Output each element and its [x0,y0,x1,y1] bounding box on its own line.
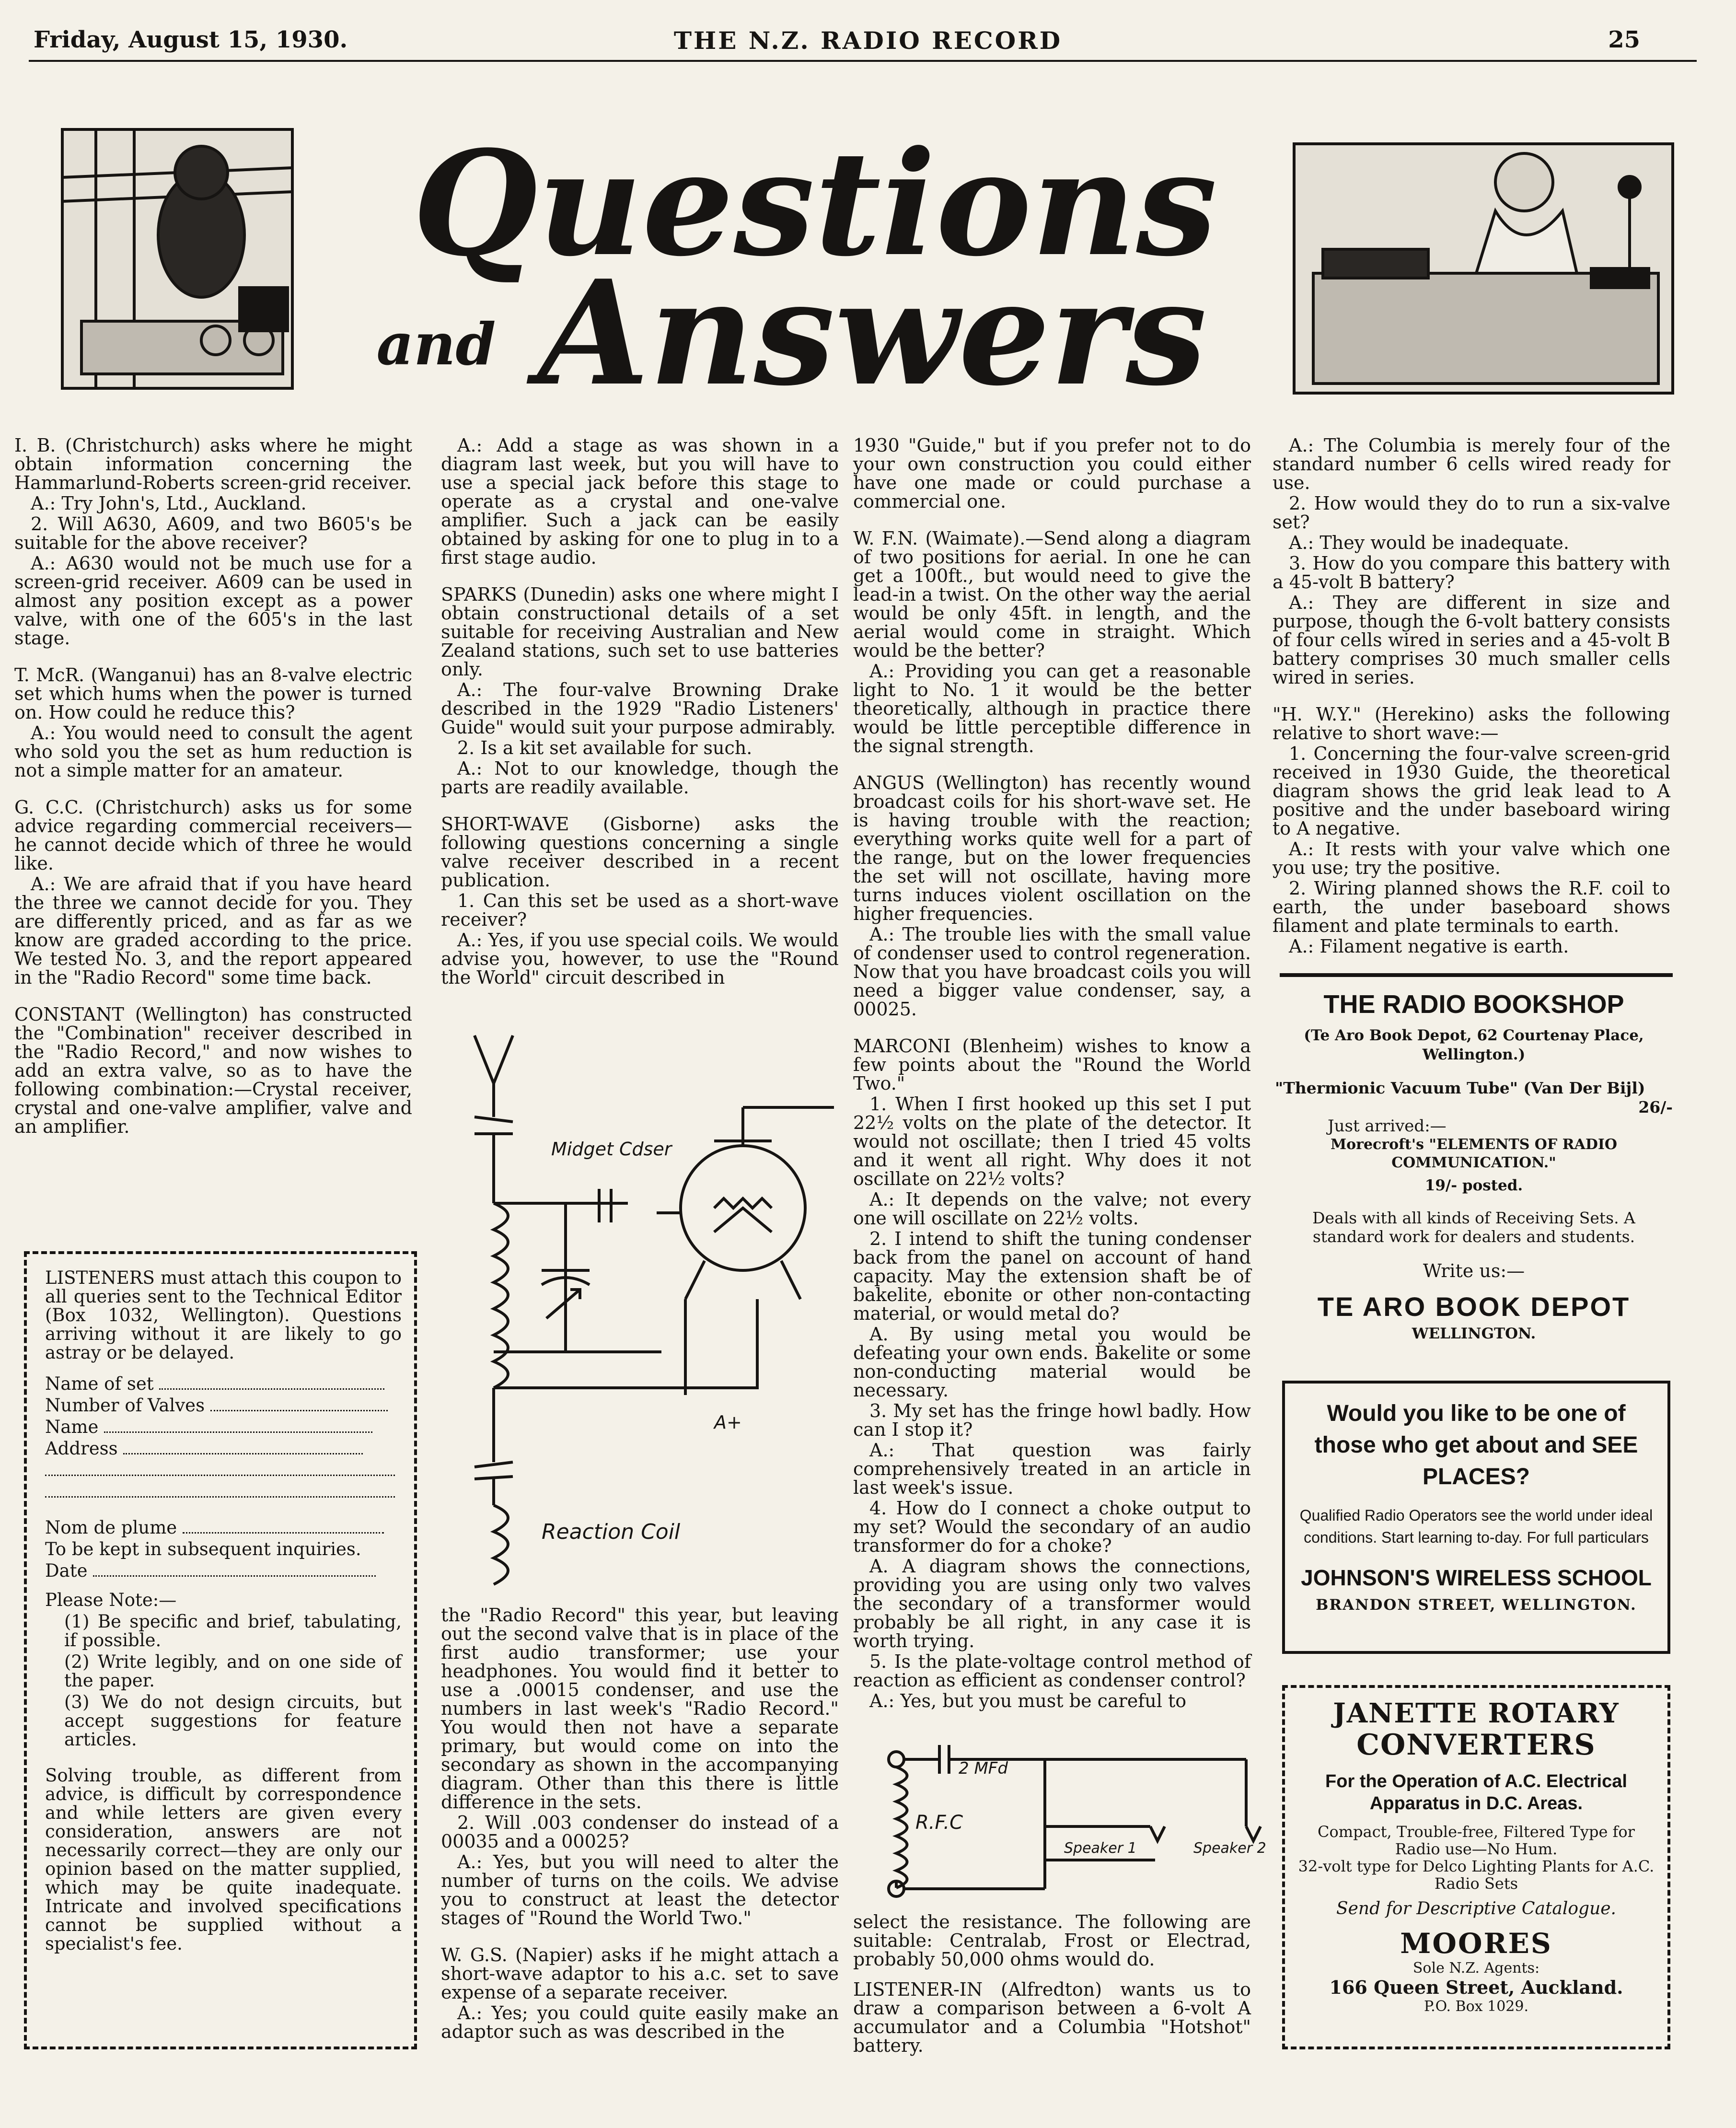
diagram-label-midget-condenser: Midget Cdser [551,1139,672,1160]
question-text: 1. Concerning the four-valve screen-grid received in 1930 Guide, the theoretical diagram shows the grid leak lead to A positive and the under baseboard wiring to A negative. [1273,743,1670,839]
question-text: 5. Is the plate-voltage control method of reaction as efficient as condenser control? [853,1651,1251,1691]
query-angus-wellington: ANGUS (Wellington) has recently wound broadcast coils for his short-wave set. He is having trouble with the reaction; everything works quite well for a part of the range, but on the lower frequencies the set will not oscillate, having more turns induces violent oscillation on the higher frequencies. [853,772,1251,924]
column-4 [1273,436,1670,958]
bookshop-address: (Te Aro Book Depot, 62 Courtenay Place, Wellington.) [1304,1027,1644,1063]
diagram-label-a-plus: A+ [714,1412,742,1433]
answer-text: A.: The four-valve Browning Drake described in the 1929 "Radio Listeners' Guide" would suit your purpose admirably. [441,679,839,738]
coupon-note-3: (3) We do not design circuits, but accept suggestions for feature articles. [64,1692,402,1750]
query-wfn-waimate: W. F.N. (Waimate).—Send along a diagram of two positions for aerial. In one he can get a 100ft., but would need to give the lead-in a twist. On the other way the aerial would be only 45ft. in length, and the aerial would come in straight. Which would be the better? [853,528,1251,661]
coupon-address-line [45,1482,402,1501]
query-listener-in-alfredton: LISTENER-IN (Alfredton) wants us to draw a comparison between a 6-volt A accumulator and a Columbia "Hotshot" battery. [853,1979,1251,2056]
just-arrived: Just arrived:— [1328,1116,1447,1136]
coupon-please-note: Please Note:— [45,1590,177,1610]
answer-text: A.: Yes, but you will need to alter the number of turns on the coils. We advise you to construct at least the detector stages of "Round the World Two." [441,1851,839,1929]
answer-text: A.: Providing you can get a reasonable light to No. 1 it would be the better theoretically, although in practice there would be little perceptible difference in the signal strength. [853,661,1251,756]
question-text: 2. I intend to shift the tuning condenser back from the panel on account of hand capacity. May the extension shaft be of bakelite, ebonite or other non-contacting material, or would metal do? [853,1228,1251,1324]
diagram-label-reaction-coil: Reaction Coil [542,1520,681,1544]
answer-text: A.: Yes, but you must be careful to [869,1690,1187,1711]
answer-text: A.: You would need to consult the agent who sold you the set as hum reduction is not a simple matter for an amateur. [14,722,412,781]
answer-text: select the resistance. The following are suitable: Centralab, Frost or Electrad, probably 50,000 ohms would do. [853,1911,1251,1970]
book-price-2: 19/- posted. [1424,1177,1523,1194]
book-thermionic-vacuum-tube: "Thermionic Vacuum Tube" (Van Der Bijl) [1275,1079,1645,1097]
header-page-number: 25 [1608,26,1640,53]
query-wgs-napier: W. G.S. (Napier) asks if he might attach a short-wave adaptor to his a.c. set to save expense of a separate receiver. [441,1944,839,2003]
column-2 [441,436,839,989]
moores-name: MOORES [1400,1927,1552,1960]
coupon-address-line [45,1461,402,1479]
answer-text: A.: Filament negative is earth. [1289,936,1569,957]
depot-city: WELLINGTON. [1412,1325,1536,1342]
moores-agents: Sole N.Z. Agents: [1412,1960,1540,1977]
bookshop-title: THE RADIO BOOKSHOP [1323,990,1624,1019]
question-text: 2. Will A630, A609, and two B605's be suitable for the above receiver? [14,513,412,553]
answer-text: A.: It rests with your valve which one you use; try the positive. [1273,838,1670,878]
answer-text: A.: It depends on the valve; not every one will oscillate on 22½ volts. [853,1189,1251,1229]
question-text: 2. Wiring planned shows the R.F. coil to earth, the under baseboard shows filament and plate terminals to earth. [1273,878,1670,936]
diagram-label-speaker-1: Speaker 1 [1064,1840,1137,1857]
query-short-wave-gisborne: SHORT-WAVE (Gisborne) asks the following questions concerning a single valve receiver described in a recent publication. [441,814,839,891]
moores-address: 166 Queen Street, Auckland. [1329,1977,1623,1998]
header-rule [29,60,1697,62]
bookshop-deals: Deals with all kinds of Receiving Sets. A standard work for dealers and students. [1312,1209,1635,1246]
coupon-disclaimer: Solving trouble, as different from advice, is difficult by correspondence and while letters are given every consideration, answers are not necessarily correct—they are only our opinion based on the matter supplied, which may be quite inadequate. Intricate and involved specifications cannot be supplied without a specialist's fee. [45,1765,402,1954]
banner-word-and: and [376,311,496,378]
right-illustration [1294,144,1673,393]
school-address: BRANDON STREET, WELLINGTON. [1316,1596,1637,1614]
column-1 [14,436,412,1138]
answer-text: A.: The Columbia is merely four of the standard number 6 cells wired ready for use. [1273,435,1670,493]
te-aro-book-depot: TE ARO BOOK DEPOT [1317,1291,1631,1322]
janette-send-catalogue: Send for Descriptive Catalogue. [1336,1899,1617,1919]
answer-text: A.: Yes; you could quite easily make an adaptor such as was described in the [441,2002,839,2042]
answer-text: A.: The trouble lies with the small value of condenser used to control regeneration. Now that you have broadcast coils you will need a bigger value condenser, say, a 00025. [853,924,1251,1020]
answer-text: A.: They would be inadequate. [1289,532,1569,553]
question-text: 1. Can this set be used as a short-wave receiver? [441,890,839,930]
column-3-continued [853,1913,1251,2057]
column-4-rule [1280,973,1673,977]
answer-text: A.: We are afraid that if you have heard the three we cannot decide for you. They are differently priced, and as far as we know are graded according to the price. We tested No. 3, and the report appeared in the "Radio Record" some time back. [14,873,412,988]
diagram-label-speaker-2: Speaker 2 [1193,1840,1266,1857]
query-marconi-blenheim: MARCONI (Blenheim) wishes to know a few points about the "Round the World Two." [853,1035,1251,1094]
diagram-label-rfc: R.F.C [915,1812,963,1834]
coupon-field-nom-de-plume: Nom de plume [45,1518,402,1537]
answer-text: the "Radio Record" this year, but leaving out the second valve that is in place of the first audio transformer; use your headphones. You would find it better to use a .00015 condenser, and use the numbers in last week's "Radio Record." You would then not have a separate primary, but would come on into the secondary as shown in the accompanying diagram. Other than this there is little difference in the sets. [441,1605,839,1813]
circuit-diagram-short-wave [446,1031,844,1601]
coupon-kept-note: To be kept in subsequent inquiries. [45,1539,361,1559]
question-text: 3. How do you compare this battery with a 45-volt B battery? [1273,553,1670,593]
query-sparks-dunedin: SPARKS (Dunedin) asks one where might I obtain constructional details of a set suitable for receiving Australian and New Zealand stations, such set to use batteries only. [441,584,839,680]
column-2-continued [441,1606,839,2043]
coupon-field-date: Date [45,1561,402,1580]
answer-text: A. By using metal you would be defeating your own ends. Bakelite or some non-conducting material would be necessary. [853,1324,1251,1401]
query-coupon [24,1251,417,2049]
answer-text: A.: Not to our knowledge, though the parts are readily available. [441,758,839,798]
questions-and-answers-banner [58,115,1678,412]
question-text: 3. My set has the fringe howl badly. How can I stop it? [853,1400,1251,1440]
query-gcc-christchurch: G. C.C. (Christchurch) asks us for some advice regarding commercial receivers—he cannot decide which of three he would like. [14,797,412,874]
johnsons-wireless-school: JOHNSON'S WIRELESS SCHOOL [1301,1565,1652,1590]
wireless-school-body: Qualified Radio Operators see the world under ideal conditions. Start learning to-day. For full particulars [1299,1507,1653,1546]
answer-text: A.: A630 would not be much use for a screen-grid receiver. A609 can be used in almost any position except as a power valve, with one of the 605's in the last stage. [14,553,412,649]
see-places-headline: Would you like to be one of those who get about and SEE PLACES? [1314,1401,1638,1489]
banner-word-questions: Questions [412,119,1217,288]
janette-converters-advert [1282,1685,1670,2049]
left-illustration [62,129,292,388]
answer-text: A.: Add a stage as was shown in a diagram last week, but you will have to use a special jack before this stage to operate as a crystal and one-valve amplifier. Such a jack can be easily obtained by asking for one to plug in to a first stage audio. [441,435,839,568]
coupon-field-address: Address [45,1439,402,1458]
coupon-note-2: (2) Write legibly, and on one side of the paper. [64,1651,402,1691]
query-constant-wellington: CONSTANT (Wellington) has constructed the "Combination" receiver described in the "Radio Record," and now wishes to add an extra valve, so as to have the following combination:—Crystal receiver, crystal and one-valve amplifier, valve and an amplifier. [14,1004,412,1137]
wireless-school-advert [1282,1381,1670,1654]
column-3 [853,436,1251,1712]
diagram-label-2mfd: 2 MFd [959,1759,1008,1778]
coupon-note-1: (1) Be specific and brief, tabulating, if possible. [64,1611,402,1651]
answer-text: A.: Try John's, Ltd., Auckland. [31,493,307,514]
header-date: Friday, August 15, 1930. [34,26,348,53]
banner-word-answers: Answers [538,248,1207,412]
radio-bookshop-advert [1275,988,1673,1342]
query-tmcr-wanganui: T. McR. (Wanganui) has an 8-valve electric set which hums when the power is turned on. How could he reduce this? [14,664,412,723]
coupon-field-name: Name [45,1418,402,1436]
write-us: Write us:— [1423,1260,1525,1281]
janette-title-2: CONVERTERS [1356,1728,1596,1762]
question-text: 2. How would they do to run a six-valve set? [1273,493,1670,533]
circuit-diagram-choke-output [877,1745,1275,1903]
coupon-field-name-of-set: Name of set [45,1374,402,1393]
answer-text: 1930 "Guide," but if you prefer not to do your own construction you could either have one made or could purchase a commercial one. [853,435,1251,512]
coupon-intro: LISTENERS must attach this coupon to all queries sent to the Technical Editor (Box 1032, Wellington). Questions arriving without it are likely to go astray or be delayed. [45,1267,402,1363]
book-elements-radio-communication: Morecroft's "ELEMENTS OF RADIO COMMUNICATION." [1330,1136,1618,1171]
question-text: 1. When I first hooked up this set I put 22½ volts on the plate of the detector. It would not oscillate; then I tried 45 volts and it went all right. Why does it not oscillate on 22½ volts? [853,1093,1251,1189]
query-ib-christchurch: I. B. (Christchurch) asks where he might obtain information concerning the Hammarlund-Roberts screen-grid receiver. [14,435,412,493]
answer-text: A.: That question was fairly comprehensively treated in an article in last week's issue. [853,1440,1251,1498]
janette-body-2: 32-volt type for Delco Lighting Plants for A.C. Radio Sets [1298,1857,1655,1893]
header-publication-title: THE N.Z. RADIO RECORD [673,26,1063,55]
answer-text: A.: They are different in size and purpose, though the 6-volt battery consists of four cells wired in series and a 45-volt B battery comprises 30 much smaller cells wired in series. [1273,592,1670,688]
janette-body-1: Compact, Trouble-free, Filtered Type for Radio use—No Hum. [1318,1823,1635,1858]
book-price-1: 26/- [1638,1098,1673,1116]
question-text: 4. How do I connect a choke output to my set? Would the secondary of an audio transformer do for a choke? [853,1498,1251,1556]
query-hwy-herekino: "H. W.Y." (Herekino) asks the following relative to short wave:— [1273,704,1670,744]
answer-text: A. A diagram shows the connections, providing you are using only two valves the secondary of a transformer would probably be all right, in any case it is worth trying. [853,1556,1251,1651]
question-text: 2. Will .003 condenser do instead of a 00035 and a 00025? [441,1812,839,1852]
janette-title-1: JANETTE ROTARY [1333,1698,1620,1729]
coupon-field-number-of-valves: Number of Valves [45,1396,402,1415]
question-text: 2. Is a kit set available for such. [457,737,752,758]
answer-text: A.: Yes, if you use special coils. We would advise you, however, to use the "Round the World" circuit described in [441,930,839,988]
janette-subtitle: For the Operation of A.C. Electrical Apparatus in D.C. Areas. [1325,1771,1627,1814]
moores-po-box: P.O. Box 1029. [1424,1998,1528,2015]
